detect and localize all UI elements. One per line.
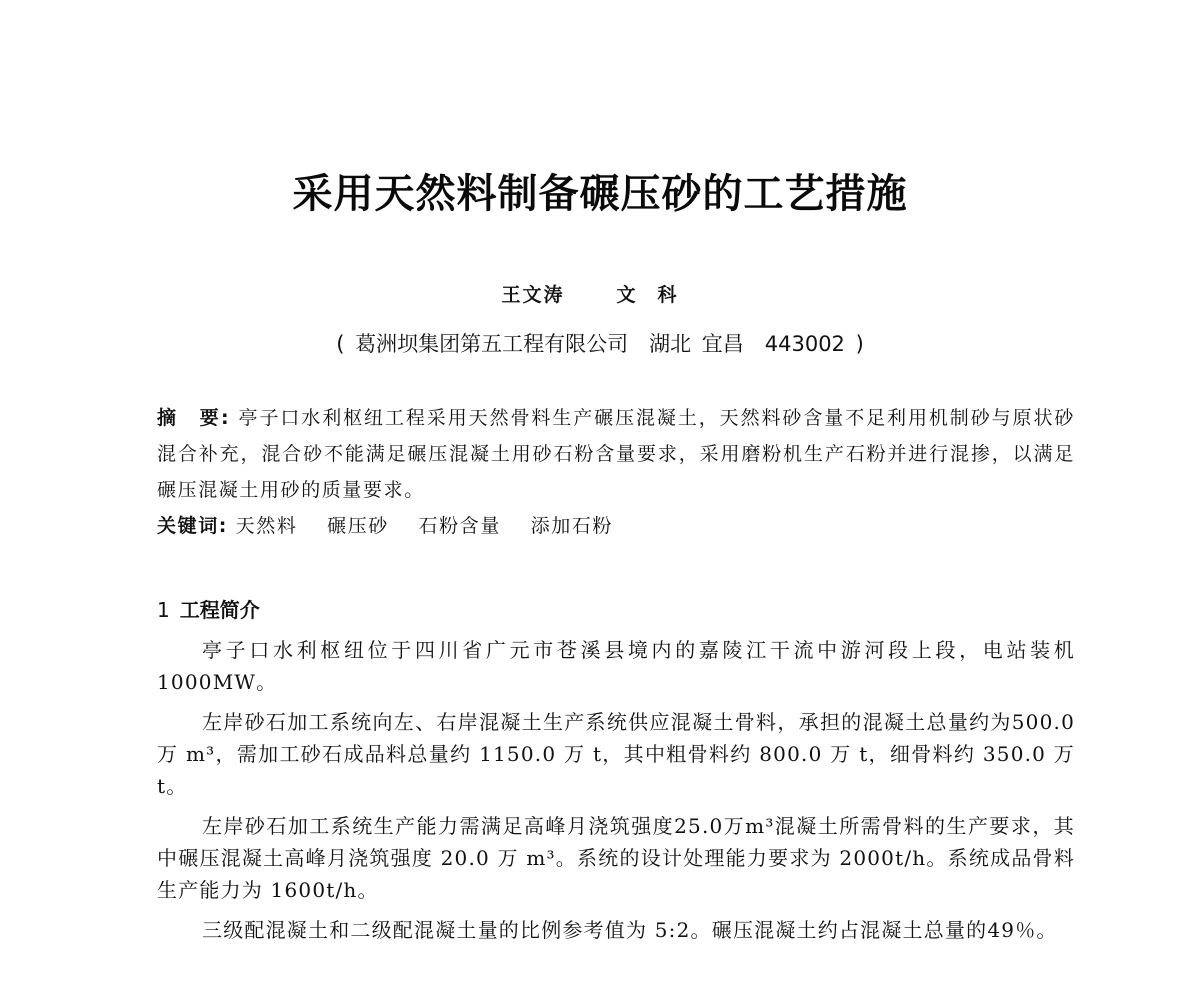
author-name: 文科 — [616, 284, 699, 306]
paragraph-text: 左岸砂石加工系统向左、右岸混凝土生产系统供应混凝土骨料，承担的混凝土总量约为500.0 万 m³，需加工砂石成品料总量约 1150.0 万 t，其中粗骨料约 800.0 万 t，细骨料约 350.0 万 t。 — [157, 710, 1075, 798]
section-heading — [157, 596, 260, 624]
body-paragraph — [157, 810, 1075, 906]
keyword: 添加石粉 — [530, 515, 613, 537]
body-paragraph — [157, 634, 1075, 698]
paragraph-text: 亭子口水利枢纽位于四川省广元市苍溪县境内的嘉陵江干流中游河段上段，电站装机1000MW。 — [157, 638, 1075, 694]
body-paragraph — [157, 914, 1075, 946]
paragraph-text: 左岸砂石加工系统生产能力需满足高峰月浇筑强度25.0万m³混凝土所需骨料的生产要求，其中碾压混凝土高峰月浇筑强度 20.0 万 m³。系统的设计处理能力要求为 2000t/h。系统成品骨料生产能力为 1600t/h。 — [157, 814, 1075, 902]
paragraph-text: 三级配混凝土和二级配混凝土量的比例参考值为 5:2。碾压混凝土约占混凝土总量的49％。 — [202, 918, 1058, 942]
keyword: 石粉含量 — [418, 515, 501, 537]
author-name: 王文涛 — [501, 284, 565, 306]
section-number: 1 — [157, 598, 170, 622]
paper-title: 采用天然料制备碾压砂的工艺措施 — [292, 171, 908, 217]
abstract — [157, 400, 1075, 508]
author-affiliation: ( 葛洲坝集团第五工程有限公司 湖北 宜昌 443002 ) — [336, 332, 864, 356]
abstract-label: 摘 要: — [157, 407, 231, 429]
keyword: 碾压砂 — [327, 515, 389, 537]
section-title: 工程简介 — [179, 598, 260, 622]
author-list — [0, 282, 1200, 308]
abstract-text: 亭子口水利枢纽工程采用天然骨料生产碾压混凝土，天然料砂含量不足利用机制砂与原状砂混合补充，混合砂不能满足碾压混凝土用砂石粉含量要求，采用磨粉机生产石粉并进行混掺，以满足碾压混凝土用砂的质量要求。 — [157, 407, 1075, 501]
keywords — [157, 508, 1075, 544]
keyword: 天然料 — [235, 515, 298, 537]
body-paragraph — [157, 706, 1075, 802]
keywords-label: 关键词: — [157, 515, 228, 537]
